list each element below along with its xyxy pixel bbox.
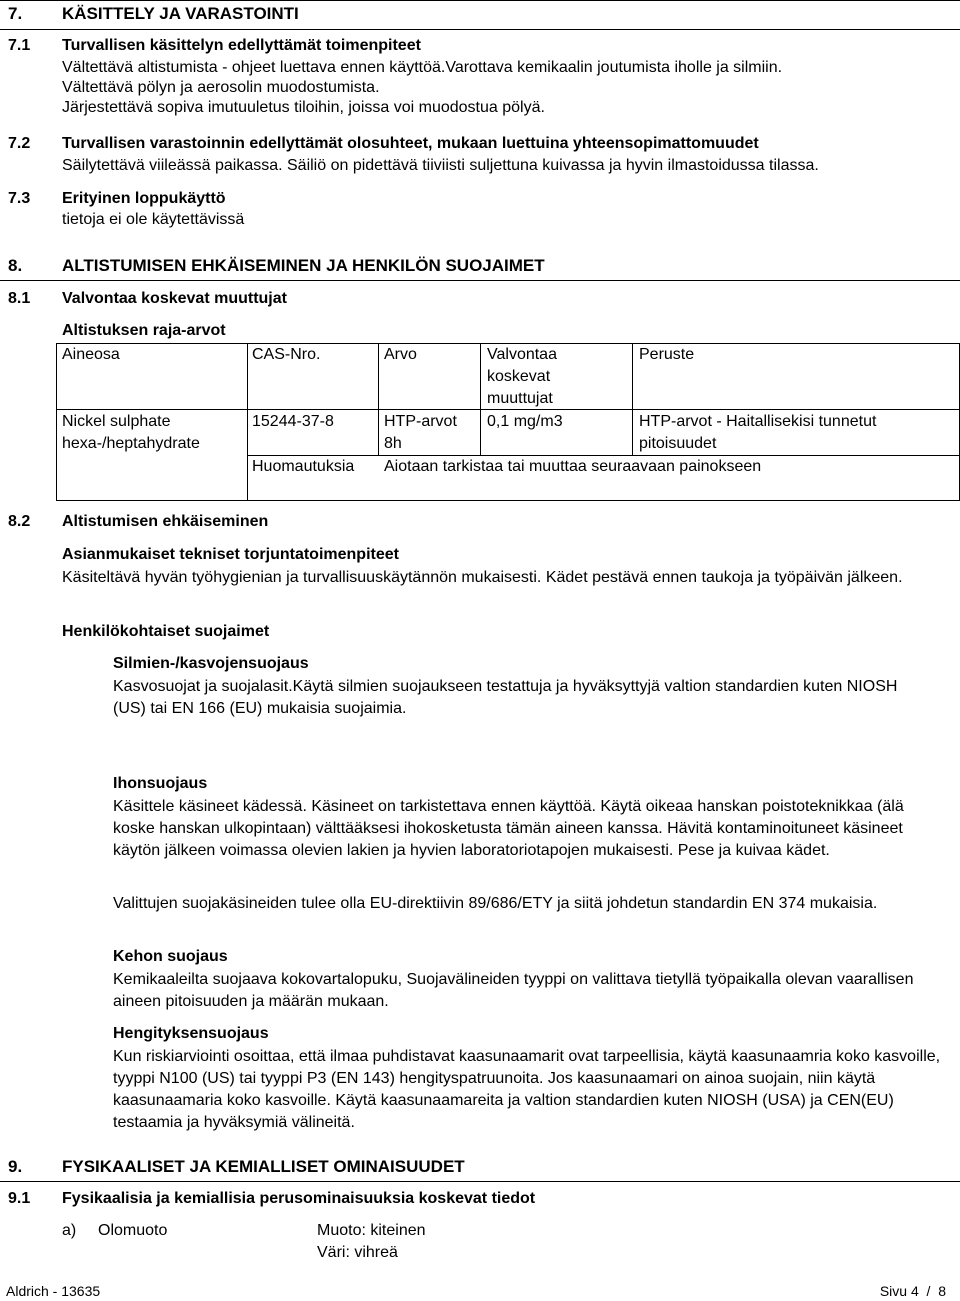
footer-product-code: Aldrich - 13635 (6, 1283, 101, 1299)
section-9-1-number: 9.1 (8, 1190, 31, 1207)
table-header-parameters: Valvontaa koskevat muuttujat (487, 346, 557, 407)
section-8-2-title: Altistumisen ehkäiseminen (62, 513, 269, 530)
item-value: Muoto: kiteinen (317, 1222, 426, 1239)
section-8-title: ALTISTUMISEN EHKÄISEMINEN JA HENKILÖN SUOJAIMET (62, 256, 545, 275)
section-8-rule (0, 280, 960, 281)
paragraph: Kemikaaleilta suojaava kokovartalopuku, Suojavälineiden tyyppi on valittava tietyllä työpaikalla olevan vaarallisen aineen pitoisuuden ja määrän mukaan. (113, 971, 914, 1010)
section-9-rule (0, 1181, 960, 1182)
table-border (378, 343, 379, 455)
text-line: tietoja ei ole käytettävissä (62, 211, 245, 228)
top-rule (0, 0, 960, 1)
item-letter: a) (62, 1222, 77, 1239)
table-header-substance: Aineosa (62, 346, 120, 363)
section-7-3-number: 7.3 (8, 190, 31, 207)
table-border (247, 343, 248, 501)
section-7-1-title: Turvallisen käsittelyn edellyttämät toimenpiteet (62, 37, 421, 54)
section-9-1-title: Fysikaalisia ja kemiallisia perusominaisuuksia koskevat tiedot (62, 1190, 536, 1207)
text-line: Vältettävä pölyn ja aerosolin muodostumista. (62, 79, 380, 96)
section-7-number: 7. (8, 4, 23, 23)
footer-page-number: Sivu 4 / 8 (879, 1283, 946, 1299)
subheading: Henkilökohtaiset suojaimet (62, 623, 270, 640)
table-border (56, 500, 960, 501)
paragraph: Valittujen suojakäsineiden tulee olla EU-direktiivin 89/686/ETY ja siitä johdetun standardin EN 374 mukaisia. (113, 895, 878, 912)
section-7-title: KÄSITTELY JA VARASTOINTI (62, 4, 299, 23)
paragraph: Käsittele käsineet kädessä. Käsineet on tarkistettava ennen käyttöä. Käytä oikeaa hanskan poistoteknikkaa (älä koske hanskan ulkopintaan) välttääksesi ihokosketusta tämän aineen kanssa. Hävitä kontaminoituneet käsineet käytön jälkeen voimassa olevien lakien ja hyvien laboratoriotapojen mukaisesti. Pese ja kuivaa kädet. (113, 798, 904, 859)
item-label: Olomuoto (98, 1222, 168, 1239)
paragraph: Käsiteltävä hyvän työhygienian ja turvallisuuskäytännön mukaisesti. Kädet pestävä ennen taukoja ja työpäivän jälkeen. (62, 569, 903, 586)
table-cell-value: HTP-arvot 8h (384, 413, 457, 452)
table-cell-substance: Nickel sulphate hexa-/heptahydrate (62, 413, 200, 452)
table-cell-parameter: 0,1 mg/m3 (487, 413, 563, 430)
section-7-3-title: Erityinen loppukäyttö (62, 190, 226, 207)
section-8-1-number: 8.1 (8, 290, 31, 307)
text-line: Järjestettävä sopiva imutuuletus tiloihin, joissa voi muodostua pölyä. (62, 99, 545, 116)
section-9-number: 9. (8, 1157, 23, 1176)
subheading: Silmien-/kasvojensuojaus (113, 655, 309, 672)
paragraph: Kun riskiarviointi osoittaa, että ilmaa puhdistavat kaasunaamarit ovat tarpeellisia, käytä kaasunaamria koko kasvoille, tyyppi N100 (US) tai tyyppi P3 (EN 143) hengityspatruunoita. Jos kaasunaamari on ainoa suojain, niin käytä kaasunaamaria koko kasvoille. Käytä kaasunaamareita ja valtion standardien kuten NIOSH (USA) ja CEN(EU) testaamia ja hyväksymiä välineitä. (113, 1048, 941, 1131)
table-title: Altistuksen raja-arvot (62, 322, 226, 339)
subheading: Kehon suojaus (113, 948, 228, 965)
table-header-value: Arvo (384, 346, 417, 363)
subheading: Ihonsuojaus (113, 775, 208, 792)
table-cell-remarks: Aiotaan tarkistaa tai muuttaa seuraavaan painokseen (384, 458, 762, 475)
subheading: Hengityksensuojaus (113, 1025, 269, 1042)
table-cell-basis: HTP-arvot - Haitallisekisi tunnetut pitoisuudet (639, 413, 877, 452)
section-9-title: FYSIKAALISET JA KEMIALLISET OMINAISUUDET (62, 1157, 465, 1176)
table-header-cas: CAS-Nro. (252, 346, 321, 363)
table-border (56, 343, 57, 501)
table-header-basis: Peruste (639, 346, 695, 363)
section-7-2-number: 7.2 (8, 135, 31, 152)
table-border (480, 343, 481, 455)
subheading: Asianmukaiset tekniset torjuntatoimenpiteet (62, 546, 399, 563)
table-border (632, 343, 633, 455)
section-8-1-title: Valvontaa koskevat muuttujat (62, 290, 287, 307)
section-7-rule (0, 29, 960, 30)
table-cell-remarks-label: Huomautuksia (252, 458, 355, 475)
section-7-1-number: 7.1 (8, 37, 31, 54)
text-line: Säilytettävä viileässä paikassa. Säiliö on pidettävä tiiviisti suljettuna kuivassa ja hyvin ilmastoidussa tilassa. (62, 157, 819, 174)
section-7-2-title: Turvallisen varastoinnin edellyttämät olosuhteet, mukaan luettuina yhteensopimattomuudet (62, 135, 759, 152)
text-line: Vältettävä altistumista - ohjeet luettava ennen käyttöä.Varottava kemikaalin joutumista iholle ja silmiin. (62, 59, 783, 76)
paragraph: Kasvosuojat ja suojalasit.Käytä silmien suojaukseen testattuja ja hyväksyttyjä valtion standardien kuten NIOSH (US) tai EN 166 (EU) mukaisia suojaimia. (113, 678, 898, 717)
section-8-number: 8. (8, 256, 23, 275)
section-8-2-number: 8.2 (8, 513, 31, 530)
item-value: Väri: vihreä (317, 1244, 398, 1261)
table-cell-cas: 15244-37-8 (252, 413, 334, 430)
